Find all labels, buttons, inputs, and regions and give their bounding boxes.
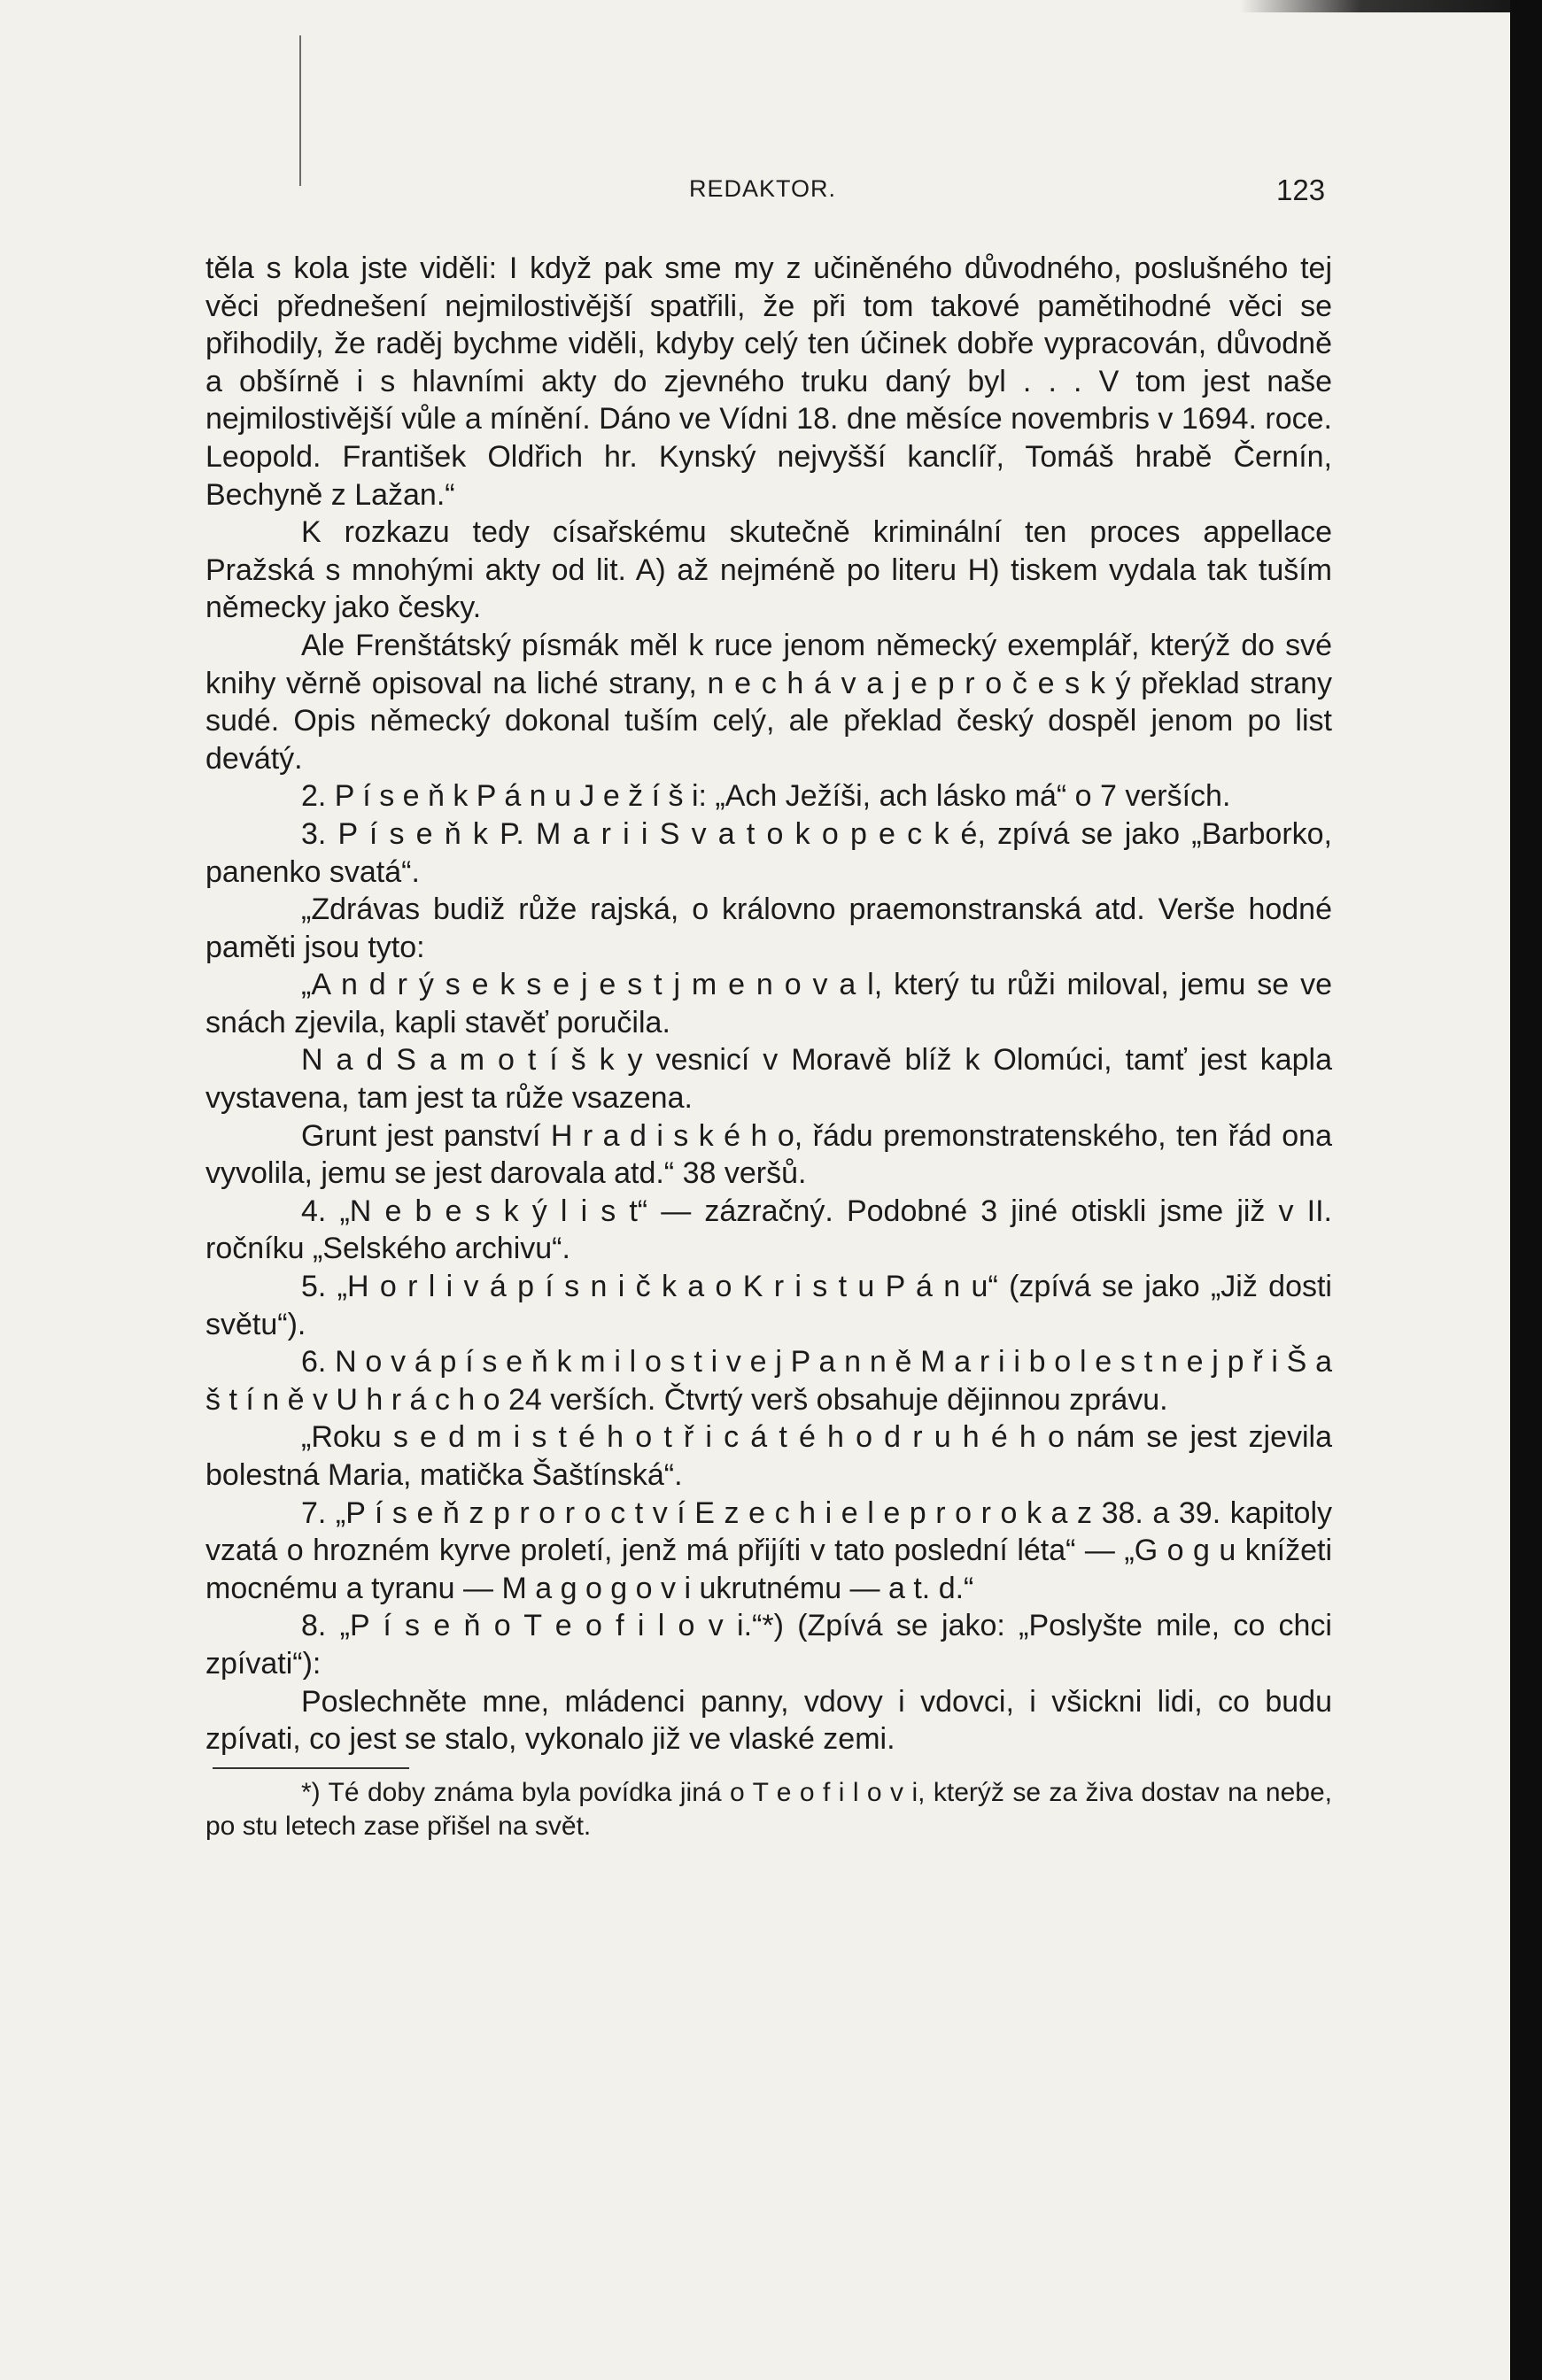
quote-grunt: Grunt jest panství H r a d i s k é h o, řádu premonstratenského, ten řád ona vyvolila, jemu se jest darovala atd.“ 38 veršů.: [205, 1118, 1332, 1191]
margin-mark: [299, 35, 301, 186]
running-head: REDAKTOR.: [689, 175, 837, 202]
quote-poslechnete: Poslechněte mne, mládenci panny, vdovy i vdovci, i všickni lidi, co budu zpívati, co jest se stalo, vykonalo již ve vlaské zemi.: [205, 1684, 1332, 1757]
quote-roku: „Roku s e d m i s t é h o t ř i c á t é h o d r u h é h o nám se jest zjevila bolestná Maria, matička Šaštínská“.: [205, 1420, 1332, 1492]
scan-top-edge: [1240, 0, 1542, 12]
quote-samotisky: N a d S a m o t í š k y vesnicí v Moravě blíž k Olomúci, tamť jest kapla vystavena, tam jest ta růže vsazena.: [205, 1043, 1332, 1116]
page-number: 123: [1276, 174, 1326, 206]
body-text: [205, 250, 1332, 1843]
item-3: 3. P í s e ň k P. M a r i i S v a t o k o p e c k é, zpívá se jako „Barborko, panenko svatá“.: [205, 816, 1332, 889]
quote-andrysek: „A n d r ý s e k s e j e s t j m e n o v a l, který tu růži miloval, jemu se ve snách zjevila, kapli stavěť poručila.: [205, 968, 1332, 1039]
item-6: 6. N o v á p í s e ň k m i l o s t i v e j P a n n ě M a r i i b o l e s t n e j p ř i Š a š t í n ě v U h r á c h o 24 verších. Čtvrtý verš obsahuje dějinnou zprávu.: [205, 1345, 1332, 1417]
quote-zdravas: „Zdrávas budiž růže rajská, o královno praemonstranská atd. Verše hodné paměti jsou tyto:: [205, 892, 1332, 964]
item-2: 2. P í s e ň k P á n u J e ž í š i: „Ach Ježíši, ach lásko má“ o 7 verších.: [301, 779, 1231, 814]
paragraph-3: Ale Frenštátský písmák měl k ruce jenom německý exemplář, kterýž do své knihy věrně opisoval na liché strany, n e c h á v a j e p r o č e s k ý překlad strany sudé. Opis německý dokonal tuším celý, ale překlad český dospěl jenom po list devátý.: [205, 628, 1332, 776]
scan-right-edge: [1510, 0, 1542, 2380]
item-8: 8. „P í s e ň o T e o f i l o v i.“*) (Zpívá se jako: „Poslyšte mile, co chci zpívati“):: [205, 1609, 1332, 1681]
item-7: 7. „P í s e ň z p r o r o c t v í E z e c h i e l e p r o r o k a z 38. a 39. kapitoly vzatá o hrozném kyrve proletí, jenž má přijíti v tato poslední léta“ — „G o g u knížeti mocnému a tyranu — M a g o g o v i ukrutnému — a t. d.“: [205, 1495, 1332, 1605]
footnote: *) Té doby známa byla povídka jiná o T e o f i l o v i, kterýž se za živa dostav na nebe, po stu letech zase přišel na svět.: [205, 1777, 1332, 1841]
item-4: 4. „N e b e s k ý l i s t“ — zázračný. Podobné 3 jiné otiskli jsme již v II. ročníku „Selského archivu“.: [205, 1194, 1332, 1266]
footnote-divider: [213, 1767, 409, 1769]
paragraph-2: K rozkazu tedy císařskému skutečně kriminální ten proces appellace Pražská s mnohými akty od lit. A) až nejméně po literu H) tiskem vydala tak tuším německy jako česky.: [205, 515, 1332, 625]
paragraph-1: těla s kola jste viděli: I když pak sme my z učiněného důvodného, poslušného tej věci přednešení nejmilostivější spatřili, že při tom takové pamětihodné věci se přihodily, že raděj bychme viděli, kdyby celý ten účinek dobře vypracován, důvodně a obšírně i s hlavními akty do zjevného truku daný byl . . . V tom jest naše nejmilostivější vůle a mínění. Dáno ve Vídni 18. dne měsíce novembris v 1694. roce. Leopold. František Oldřich hr. Kynský nejvyšší kanclíř, Tomáš hrabě Černín, Bechyně z Lažan.“: [205, 251, 1332, 512]
item-5: 5. „H o r l i v á p í s n i č k a o K r i s t u P á n u“ (zpívá se jako „Již dosti světu“).: [205, 1270, 1332, 1341]
